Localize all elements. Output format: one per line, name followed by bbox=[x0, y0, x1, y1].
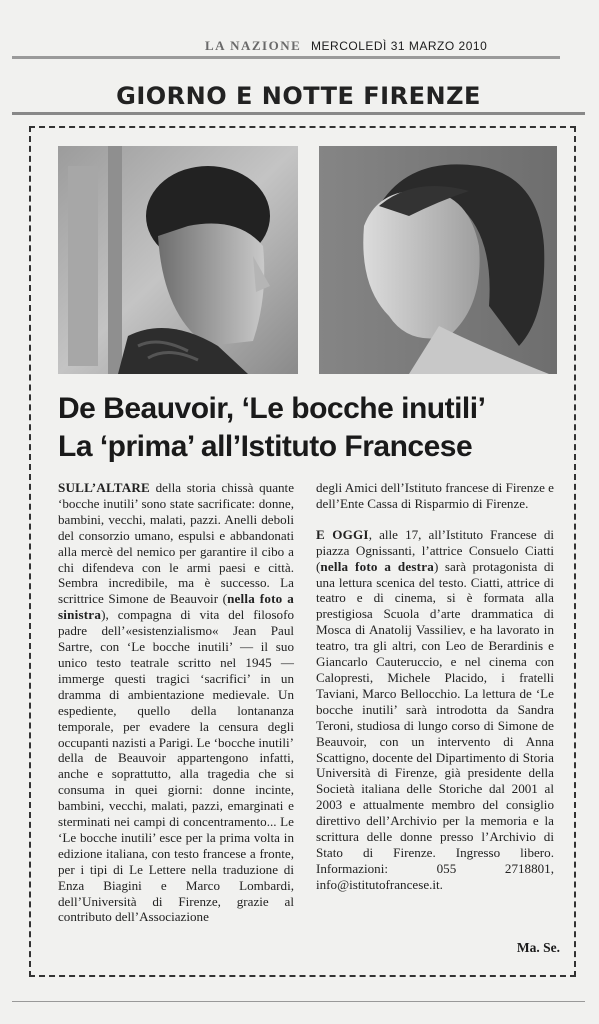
article-paragraph bbox=[316, 480, 554, 512]
text-run: ), compagna di vita del filosofo padre dell’«esistenzialismo« Jean Paul Sartre, con ‘Le bocche inutili’ — il suo unico testo teatrale scritto nel 1945 — immerge questi tragici ‘sacrifici’ in un dramma di ambientazione medievale. Un espediente, quello della lontananza temporale, per evadere la censura degli occupanti nazisti a Parigi. Le ‘bocche inutili’ della de Beauvoir appartengono infatti, anche e soprattutto, alla tragedia che si consuma in quei giorni: donne incinte, bambini, vecchi, malati, pazzi, emarginati e sterminati nei campi di concentramento... Le ‘Le bocche inutili’ esce per la prima volta in edizione italiana, con testo francese a fronte, per i tipi di Le Lettere nella traduzione di Enza Biagini e Marco Lombardi, dell’Università di Firenze, grazie al contributo dell’Associazione bbox=[58, 607, 294, 925]
photo-right-portrait bbox=[319, 146, 557, 374]
bold-text-run: nella foto a destra bbox=[320, 558, 435, 574]
author-signature: Ma. Se. bbox=[516, 940, 560, 955]
headline-line-1: De Beauvoir, ‘Le bocche inutili’ bbox=[58, 392, 486, 425]
article-column-right bbox=[316, 480, 554, 893]
headline-line-2: La ‘prima’ all’Istituto Francese bbox=[58, 430, 473, 463]
text-run: ) sarà protagonista di una lettura scenica del testo. Ciatti, attrice di teatro e di cinema, si è formata alla prestigiosa Scuola d’arte drammatica di Mosca di Anatolij Vassiliev, e ha lavorato in teatro, tra gli altri, con Leo de Berardinis e Giancarlo Cauteruccio, e nel cinema con Calopresti, Michele Placido, i fratelli Taviani, Marco Bellocchio. La lettura de ‘Le bocche inutili’ sarà introdotta da Sandra Teroni, studiosa di lungo corso di Simone de Beauvoir, con un intervento di Anna Scattigno, docente del Dipartimento di Storia Università di Firenze, già presidente della Società italiana delle Storiche dal 2001 al 2003 e attualmente membro del consiglio direttivo dell’Archivio per la memoria e la scrittura delle donne presso l’Archivio di Stato di Firenze. Ingresso libero. Informazioni: 055 2718801, info@istitutofrancese.it. bbox=[316, 558, 555, 892]
portrait-woman-profile-image bbox=[58, 146, 298, 374]
bottom-rule bbox=[12, 1001, 585, 1002]
text-run: degli Amici dell’Istituto francese di Firenze e dell’Ente Cassa di Risparmio di Firenze. bbox=[316, 480, 554, 511]
portrait-actress-image bbox=[319, 146, 557, 374]
photo-left-portrait bbox=[58, 146, 298, 374]
bold-text-run: SULL’ALTARE bbox=[58, 480, 150, 495]
bold-text-run: E OGGI bbox=[316, 526, 369, 542]
article-headline bbox=[58, 390, 568, 474]
text-run: della storia chissà quante ‘bocche inutili’ sono state sacrificate: donne, bambini, vecchi, malati, pazzi. Anelli deboli del consorzio umano, espulsi e abbandonati alla mercè del nemico per garantire il cibo a chi difendeva con le armi paesi e città. Sembra incredibile, ma è successo. La scrittrice Simone de Beauvoir ( bbox=[58, 480, 294, 607]
article-paragraph bbox=[316, 527, 554, 893]
newspaper-name: LA NAZIONE bbox=[205, 38, 302, 53]
section-rule bbox=[12, 112, 585, 115]
section-title: GIORNO E NOTTE FIRENZE bbox=[116, 82, 481, 110]
text-run: , alle 17, all’Istituto Francese di piazza Ognissanti, l’attrice Consuelo Ciatti ( bbox=[316, 526, 554, 574]
masthead-rule bbox=[12, 56, 560, 59]
article-column-left bbox=[58, 480, 294, 925]
bold-text-run: nella foto a sinistra bbox=[58, 591, 295, 623]
issue-date: MERCOLEDÌ 31 MARZO 2010 bbox=[311, 39, 488, 53]
masthead bbox=[205, 38, 525, 56]
article-paragraph bbox=[58, 480, 294, 925]
